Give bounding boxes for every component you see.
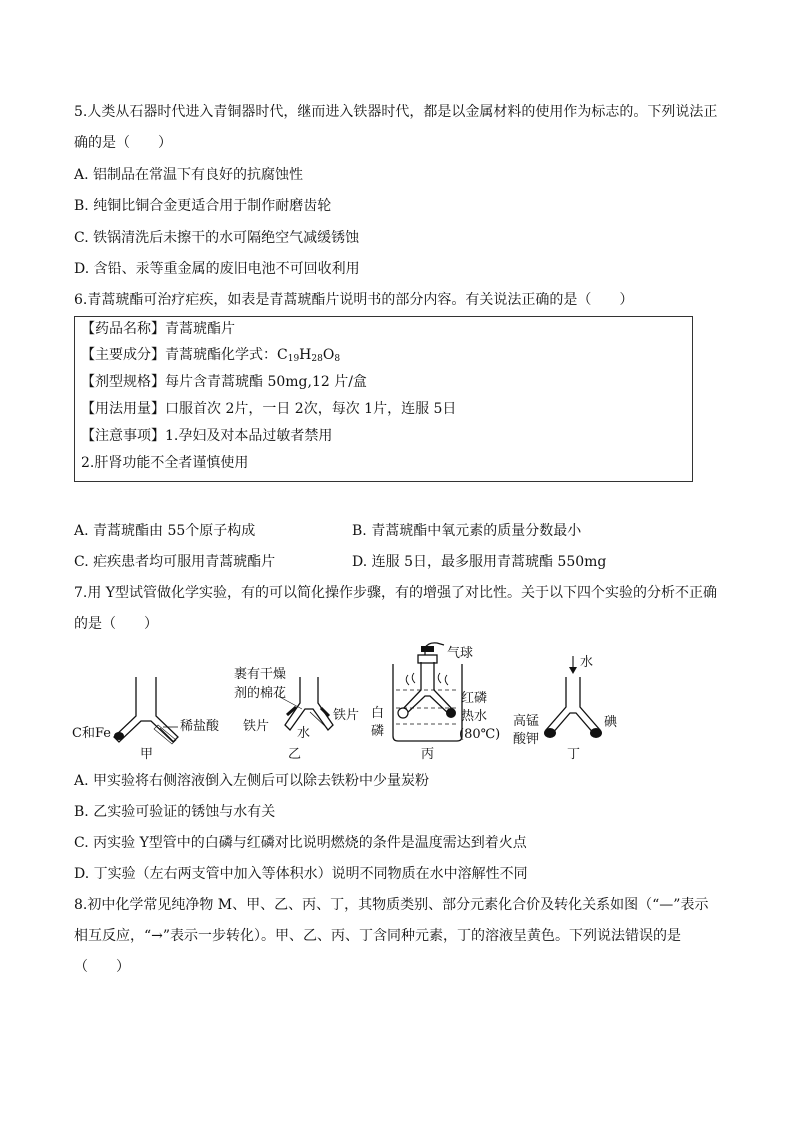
q7-option-d: D. 丁实验（左右两支管中加入等体积水）说明不同物质在水中溶解性不同: [74, 866, 528, 882]
yi-label-left: 铁片: [243, 719, 270, 734]
q5-option-a: A. 铝制品在常温下有良好的抗腐蚀性: [74, 167, 304, 183]
yi-label-right: 铁片: [333, 708, 360, 723]
q6-option-a: A. 青蒿琥酯由 55个原子构成: [74, 523, 256, 539]
jia-solid-dot: [114, 732, 124, 740]
box-drug-name: 【药品名称】青蒿琥酯片: [81, 321, 235, 337]
box-caution-2: 2.肝肾功能不全者谨慎使用: [81, 455, 249, 471]
q7-figure: [0, 640, 794, 765]
q5-option-d: D. 含铅、汞等重金属的废旧电池不可回收利用: [74, 261, 360, 277]
white-phosphorus: [398, 708, 408, 718]
bing-caption: 丙: [421, 747, 435, 762]
bing-label-balloon: 气球: [447, 646, 474, 661]
q8-stem-line1: 8.初中化学常见纯净物 M、甲、乙、丙、丁，其物质类别、部分元素化合价及转化关系如图（“—”表示: [74, 897, 709, 913]
ding-caption: 丁: [567, 747, 581, 762]
box-usage: 【用法用量】口服首次 2片，一日 2次，每次 1片，连服 5日: [81, 401, 457, 417]
q7-option-a: A. 甲实验将右侧溶液倒入左侧后可以除去铁粉中少量炭粉: [74, 773, 430, 789]
box-ingredient: 【主要成分】青蒿琥酯化学式：$C_{19}H_{28}O_8$: [81, 347, 341, 364]
tube-jia: [114, 677, 178, 742]
q8-stem-line3: （ ）: [74, 959, 130, 975]
q6-option-c: C. 疟疾患者均可服用青蒿琥酯片: [74, 554, 276, 570]
q5-stem-line1: 5.人类从石器时代进入青铜器时代，继而进入铁器时代，都是以金属材料的使用作为标志的。下列说法正: [74, 104, 718, 120]
q5-stem-line2: 确的是（ ）: [74, 135, 172, 151]
bing-label-red: 红磷: [461, 691, 488, 706]
q6-stem: 6.青蒿琥酯可治疗疟疾，如表是青蒿琥酯片说明书的部分内容。有关说法正确的是（ ）: [74, 292, 634, 308]
q7-option-b: B. 乙实验可验证的锈蚀与水有关: [74, 804, 276, 820]
bing-label-white-2: 磷: [371, 724, 385, 739]
yi-label-water: 水: [297, 726, 311, 741]
yi-label-top-1: 裹有干燥: [234, 667, 287, 682]
bing-label-hot-water: 热水: [461, 709, 488, 724]
q7-stem-line2: 的是（ ）: [74, 616, 158, 632]
ding-label-left-1: 高锰: [513, 714, 540, 729]
q6-option-d: D. 连服 5日，最多服用青蒿琥酯 550mg: [352, 554, 607, 570]
ding-label-left-2: 酸钾: [513, 732, 540, 747]
box-caution: 【注意事项】1.孕妇及对本品过敏者禁用: [81, 428, 333, 444]
ding-label-right: 碘: [604, 715, 618, 730]
bing-label-white-1: 白: [371, 706, 385, 721]
jia-label-left: C和Fe: [72, 726, 111, 741]
ding-left-dot: [544, 728, 556, 738]
q8-stem-line2: 相互反应，“→”表示一步转化）。甲、乙、丙、丁含同种元素，丁的溶液呈黄色。下列说法错误的是: [74, 928, 682, 944]
ding-right-dot: [590, 728, 602, 738]
q6-option-b: B. 青蒿琥酯中氧元素的质量分数最小: [352, 523, 582, 539]
box-spec: 【剂型规格】每片含青蒿琥酯 50mg,12 片/盒: [81, 374, 367, 390]
jia-label-right: 稀盐酸: [180, 719, 220, 734]
yi-caption: 乙: [288, 747, 302, 762]
q7-option-c: C. 丙实验 Y型管中的白磷与红磷对比说明燃烧的条件是温度需达到着火点: [74, 835, 527, 851]
red-phosphorus: [446, 708, 456, 718]
q5-option-c: C. 铁锅清洗后未擦干的水可隔绝空气减缓锈蚀: [74, 230, 360, 246]
jia-caption: 甲: [140, 747, 154, 762]
yi-label-top-2: 剂的棉花: [234, 686, 287, 701]
bing-label-temp: (80℃): [459, 727, 501, 742]
ding-label-water: 水: [580, 655, 594, 670]
q6-instruction-box: [74, 316, 693, 482]
q5-option-b: B. 纯铜比铜合金更适合用于制作耐磨齿轮: [74, 198, 332, 214]
q7-stem-line1: 7.用 Y型试管做化学实验，有的可以简化操作步骤，有的增强了对比性。关于以下四个实验的分析不正确: [74, 585, 718, 601]
